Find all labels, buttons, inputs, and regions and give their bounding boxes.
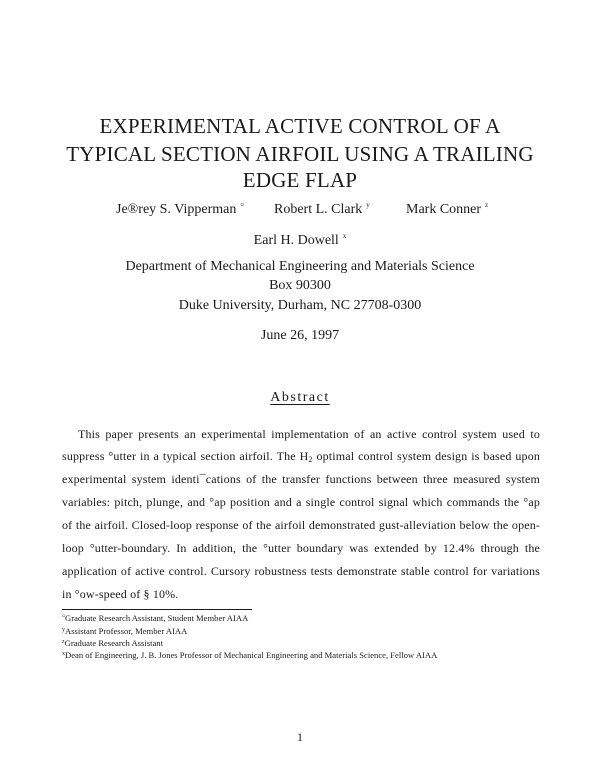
abstract-heading: Abstract (270, 390, 330, 405)
page-number: 1 (297, 730, 303, 744)
footnote-rule (62, 609, 252, 610)
footnote: $^z$Graduate Research Assistant (62, 638, 163, 648)
author-name: Robert L. Clark (274, 202, 363, 217)
abstract-line: experimental system identi¯cations of the transfer functions between three measured system (62, 472, 540, 486)
title-line-2: TYPICAL SECTION AIRFOIL USING A TRAILING (66, 142, 534, 166)
footnote: $^x$Dean of Engineering, J. B. Jones Professor of Mechanical Engineering and Materials Science, Fellow AIAA (62, 650, 438, 660)
author-name: Je®rey S. Vipperman (116, 202, 237, 217)
author-conner (406, 201, 488, 218)
footnote-mark: ¤ (240, 201, 244, 209)
affiliation-address: Duke University, Durham, NC 27708-0300 (178, 298, 422, 313)
abstract-line: of the airfoil. Closed-loop response of the airfoil demonstrated gust-alleviation below the open- (62, 518, 540, 532)
abstract-line: This paper presents an experimental implementation of an active control system used to (78, 427, 540, 441)
footnote: $^y$Assistant Professor, Member AIAA (62, 626, 188, 636)
footnote-mark: y (366, 201, 370, 209)
author-name: Earl H. Dowell (253, 233, 339, 248)
abstract-line: variables: pitch, plunge, and °ap position and a single control signal which commands the °ap (62, 495, 540, 509)
abstract-line: application of active control. Cursory robustness tests demonstrate stable control for variations (62, 564, 540, 578)
abstract-line: in °ow-speed of § 10%. (62, 587, 179, 601)
footnote-mark: x (342, 232, 347, 240)
author-dowell (0, 232, 600, 249)
footnote-mark: z (485, 201, 489, 209)
affiliation-box: Box 90300 (269, 278, 331, 293)
author-clark (274, 201, 370, 218)
title-line-1: EXPERIMENTAL ACTIVE CONTROL OF A (99, 114, 501, 138)
date: June 26, 1997 (260, 328, 340, 343)
abstract-line: suppress °utter in a typical section airfoil. The $H_2$ optimal control system design is based upon (62, 449, 540, 464)
author-name: Mark Conner (406, 202, 482, 217)
author-vipperman (116, 201, 244, 218)
title-line-3: EDGE FLAP (242, 168, 358, 192)
footnote: ¤Graduate Research Assistant, Student Member AIAA (62, 613, 249, 623)
abstract-line: loop °utter-boundary. In addition, the °utter boundary was extended by 12.4% through the (62, 541, 540, 555)
authors-row (0, 201, 600, 221)
affiliation-department: Department of Mechanical Engineering and Materials Science (125, 259, 475, 274)
